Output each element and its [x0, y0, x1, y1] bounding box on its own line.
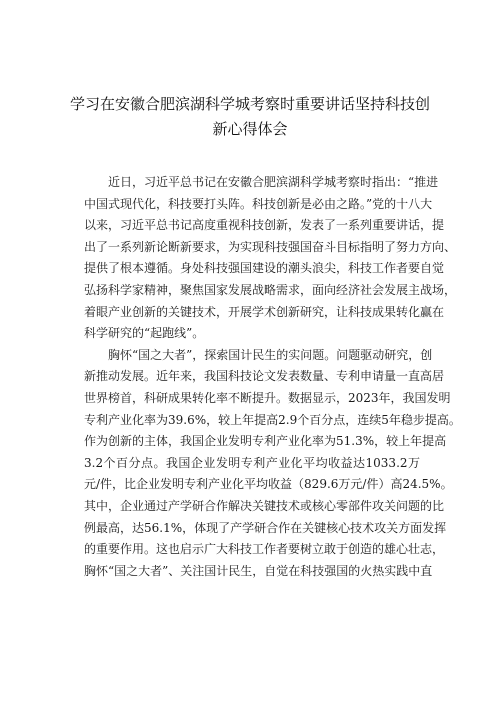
text-line: 中国式现代化，科技要打头阵。科技创新是必由之路。”党的十八大	[84, 196, 433, 211]
document-title	[60, 92, 440, 142]
paragraph-1	[84, 172, 457, 345]
text-line: 胸怀“国之大者”，探索国计民生的实问题。问题驱动研究，创	[108, 347, 433, 362]
text-line: 元/件，比企业发明专利产业化平均收益（829.6万元/件）高24.5%。	[84, 477, 453, 492]
text-line: 弘扬科学家精神，聚焦国家发展战略需求，面向经济社会发展主战场，	[84, 282, 457, 297]
document-body	[84, 172, 461, 582]
text-line: 出了一系列新论断新要求，为实现科技强国奋斗目标指明了努力方向、	[84, 239, 457, 254]
paragraph-2	[84, 345, 461, 583]
text-line: 专利产业化率为39.6%，较上年提高2.9个百分点，连续5年稳步提高。	[84, 412, 461, 427]
text-line: 新推动发展。近年来，我国科技论文发表数量、专利申请量一直高居	[84, 369, 445, 384]
text-line: 胸怀“国之大者”、关注国计民生，自觉在科技强国的火热实践中直	[84, 563, 433, 578]
text-line: 3.2个百分点。我国企业发明专利产业化平均收益达1033.2万	[84, 455, 420, 470]
text-line: 以来，习近平总书记高度重视科技创新，发表了一系列重要讲话，提	[84, 218, 445, 233]
text-line: 科学研究的“起跑线”。	[84, 326, 205, 341]
text-line: 其中，企业通过产学研合作解决关键技术或核心零部件攻关问题的比	[84, 498, 445, 513]
text-line: 着眼产业创新的关键技术，开展学术创新研究，让科技成果转化赢在	[84, 304, 445, 319]
text-line: 提供了根本遵循。身处科技强国建设的潮头浪尖，科技工作者要自觉	[84, 261, 445, 276]
text-line: 的重要作用。这也启示广大科技工作者要树立敢于创造的雄心壮志，	[84, 542, 445, 557]
text-line: 例最高，达56.1%，体现了产学研合作在关键核心技术攻关方面发挥	[84, 520, 447, 535]
text-line: 作为创新的主体，我国企业发明专利产业化率为51.3%，较上年提高	[84, 434, 447, 449]
text-line: 近日，习近平总书记在安徽合肥滨湖科学城考察时指出：“推进	[108, 175, 439, 189]
text-line: 世界榜首，科研成果转化率不断提升。数据显示，2023年，我国发明	[84, 390, 451, 405]
title-line-1: 学习在安徽合肥滨湖科学城考察时重要讲话坚持科技创	[69, 95, 430, 113]
title-line-2: 新心得体会	[212, 120, 288, 138]
